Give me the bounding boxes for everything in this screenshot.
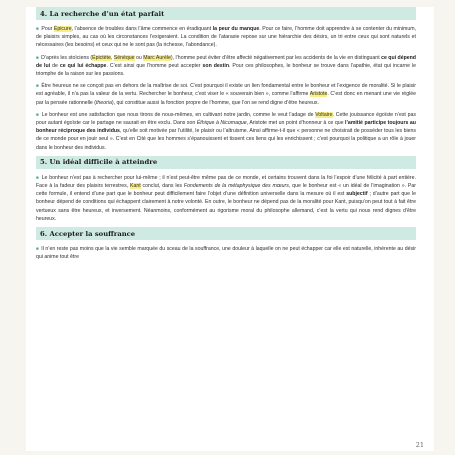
text-run: Pour <box>41 26 54 32</box>
text-run: , <box>110 54 114 61</box>
section-heading <box>36 156 416 169</box>
paragraph <box>36 54 416 79</box>
text-run: ), l’homme peut éviter d’être affecté négativement par les accidents de la vie en distinguant <box>170 54 382 61</box>
section-heading-text: 5. Un idéal difficile à atteindre <box>40 158 158 167</box>
square-bullet-icon: ■ <box>36 83 41 89</box>
highlighted-name: Voltaire <box>315 111 333 118</box>
highlighted-name: Épicure <box>53 26 72 32</box>
section-heading <box>36 227 416 240</box>
bold-term: ce qui lui échappe <box>59 62 107 69</box>
text-run: ou <box>134 54 144 61</box>
paragraph <box>36 174 416 223</box>
bold-term: la peur du manque <box>212 26 260 32</box>
square-bullet-icon: ■ <box>36 111 41 117</box>
text-run: conclut, dans les <box>140 183 184 190</box>
text-run: . Cette jouissance égoïste n’est pas pour autant égoïste car le partage ne saurait en être exclu. Dans son <box>36 111 416 127</box>
square-bullet-icon: ■ <box>36 26 41 31</box>
text-run: . Pour ces philosophes, le bonheur se trouve dans l’apathie, état qui incarne le triomphe de la raison sur les passions. <box>36 62 416 78</box>
italic-title: Fondements de la métaphysique des mœurs <box>183 183 289 190</box>
italic-title: Éthique à Nicomaque <box>196 120 247 127</box>
text-run: . Pour ce faire, l’homme doit apprendre à se contenter du minimum, de plaisirs simples, au cas où les circonstances l’exigeraient. La condition de l’ataraxie repose sur une hiérarchie des désirs, un tri entre ceux qui sont naturels et nécessaires (les besoins) et ceux qui ne le sont pas (la richesse, l’abondance). <box>36 26 416 49</box>
section-heading <box>36 7 416 20</box>
paragraph <box>36 245 416 261</box>
page-number: 21 <box>415 441 424 449</box>
text-run: Le bonheur est une satisfaction que nous tirons de nous-mêmes, en cultivant notre jardin, comme le veut l’adage de <box>41 111 316 118</box>
text-run: Être heureux ne se conçoit pas en dehors de la maîtrise de soi. C’est pourquoi il existe un lien fondamental entre le bonheur et l’exigence de moralité. Si le plaisir est agréable, il n’a pas la valeur de la vertu. Rechercher le bonheur, c’est viser le « souverain bien », comme l’affirme <box>36 83 416 98</box>
text-run: . C’est ainsi que l’homme peut accepter <box>106 62 203 69</box>
text-run: de <box>50 62 60 69</box>
bold-term: l’amitié participe toujours au bonheur réciproque des individus <box>36 120 416 135</box>
highlighted-name: Kant <box>130 183 141 190</box>
text-run: , l’absence de troubles dans l’âme commence en éradiquant <box>71 26 213 32</box>
square-bullet-icon: ■ <box>36 174 41 180</box>
text-run: D’après les stoïciens ( <box>41 54 93 61</box>
section-heading-text: 4. La recherche d’un état parfait <box>40 9 165 18</box>
text-run: . C’est donc en menant une vie réglée par la pensée rationnelle ( <box>36 91 416 106</box>
text-run: ), qui constitue aussi la fonction propre de l’homme, que l’on se rend digne d’être heureux. <box>111 99 319 106</box>
page-content <box>36 7 416 265</box>
text-run: , Aristote met un point d’honneur à ce que <box>246 120 346 127</box>
bold-term: son destin <box>202 62 229 69</box>
section-heading-text: 6. Accepter la souffrance <box>40 229 136 238</box>
book-page <box>26 7 434 451</box>
highlighted-name: Épictète <box>92 54 111 61</box>
highlighted-name: Marc Aurèle <box>143 54 171 61</box>
text-run: ; d’autre part que le bonheur dépend de conditions qui échappent clairement à notre volonté. En outre, le bonheur ne dépend pas de la moralité pour Kant, puisqu’on peut tout à fait être vertueux sans être heureux, et inversement. Néanmoins, conformément au rigorisme moral du philosophe allemand, c’est la vertu qui nous rend dignes d’être heureux. <box>36 191 417 222</box>
square-bullet-icon: ■ <box>36 246 41 252</box>
highlighted-name: Sénèque <box>113 54 135 61</box>
square-bullet-icon: ■ <box>36 54 41 60</box>
text-run: , qu’elle soit motivée par l’utilité, le plaisir ou l’altruisme. Ainsi affirme-t-il que « personne ne choisirait de posséder tous les biens de ce monde pour en jouir seul ». C’est en Cité que les hommes s’épanouissent et tissent ces liens qui les enrichissent ; c’est pourquoi la politique a un rôle à jouer dans le bonheur des individus. <box>36 128 417 151</box>
paragraph <box>36 82 416 107</box>
paragraph <box>36 25 416 50</box>
paragraph <box>36 111 416 152</box>
text-run: Le bonheur n’est pas à rechercher pour lui-même ; il n’est peut-être même pas de ce monde, et certains trouvent dans la foi l’espoir d’une félicité à part entière. Face à la fadeur des plaisirs terrestres, <box>36 174 416 190</box>
bold-term: ce qui dépend de lui <box>36 54 416 69</box>
text-run: , que le bonheur est « un idéal de l’imagination ». Par cette formule, il entend d’une part que le bonheur peut difficilement faire l’objet d’une définition universelle dans la mesure où il est <box>36 183 417 198</box>
text-run: Il n’en reste pas moins que la vie semble marquée du sceau de la souffrance, une douleur à laquelle on ne peut échapper car elle est naturelle, inhérente au désir qui anime tout être <box>36 246 416 261</box>
italic-title: theoria <box>95 99 112 106</box>
highlighted-name: Aristote <box>309 91 328 98</box>
bold-term: subjectif <box>346 191 368 198</box>
